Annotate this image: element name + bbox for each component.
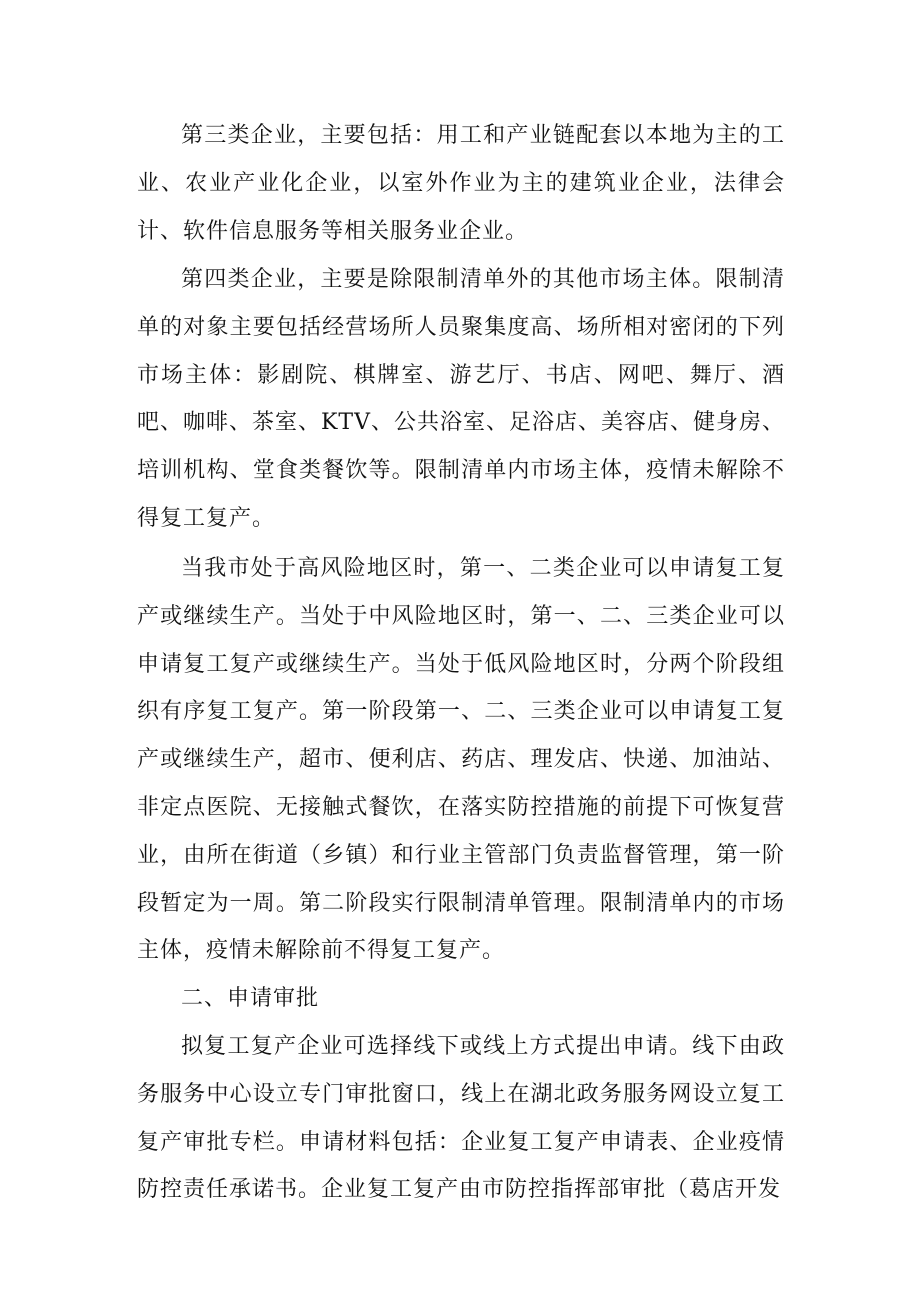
paragraph-fourth-category (137, 256, 785, 543)
paragraph-text: 第三类企业，主要包括：用工和产业链配套以本地为主的工业、农业产业化企业，以室外作业为主的建筑业企业，法律会计、软件信息服务等相关服务业企业。 (137, 123, 785, 244)
section-heading-text: 二、申请审批 (181, 986, 320, 1011)
paragraph-application-process (137, 1023, 785, 1214)
paragraph-text: 当我市处于高风险地区时，第一、二类企业可以申请复工复产或继续生产。当处于中风险地区时，第一、二、三类企业可以申请复工复产或继续生产。当处于低风险地区时，分两个阶段组织有序复工复产。第一阶段第一、二、三类企业可以申请复工复产或继续生产，超市、便利店、药店、理发店、快递、加油站、非定点医院、无接触式餐饮，在落实防控措施的前提下可恢复营业，由所在街道（乡镇）和行业主管部门负责监督管理，第一阶段暂定为一周。第二阶段实行限制清单管理。限制清单内的市场主体，疫情未解除前不得复工复产。 (137, 556, 785, 964)
paragraph-risk-levels (137, 545, 785, 975)
paragraph-text: 拟复工复产企业可选择线下或线上方式提出申请。线下由政务服务中心设立专门审批窗口，线上在湖北政务服务网设立复工复产审批专栏。申请材料包括：企业复工复产申请表、企业疫情防控责任承诺书。企业复工复产由市防控指挥部审批（葛店开发 (137, 1034, 785, 1203)
paragraph-third-category (137, 112, 785, 255)
section-heading-application-approval (137, 975, 785, 1023)
paragraph-text: 第四类企业，主要是除限制清单外的其他市场主体。限制清单的对象主要包括经营场所人员聚集度高、场所相对密闭的下列市场主体：影剧院、棋牌室、游艺厅、书店、网吧、舞厅、酒吧、咖啡、茶室、KTV、公共浴室、足浴店、美容店、健身房、培训机构、堂食类餐饮等。限制清单内市场主体，疫情未解除不得复工复产。 (137, 267, 785, 531)
